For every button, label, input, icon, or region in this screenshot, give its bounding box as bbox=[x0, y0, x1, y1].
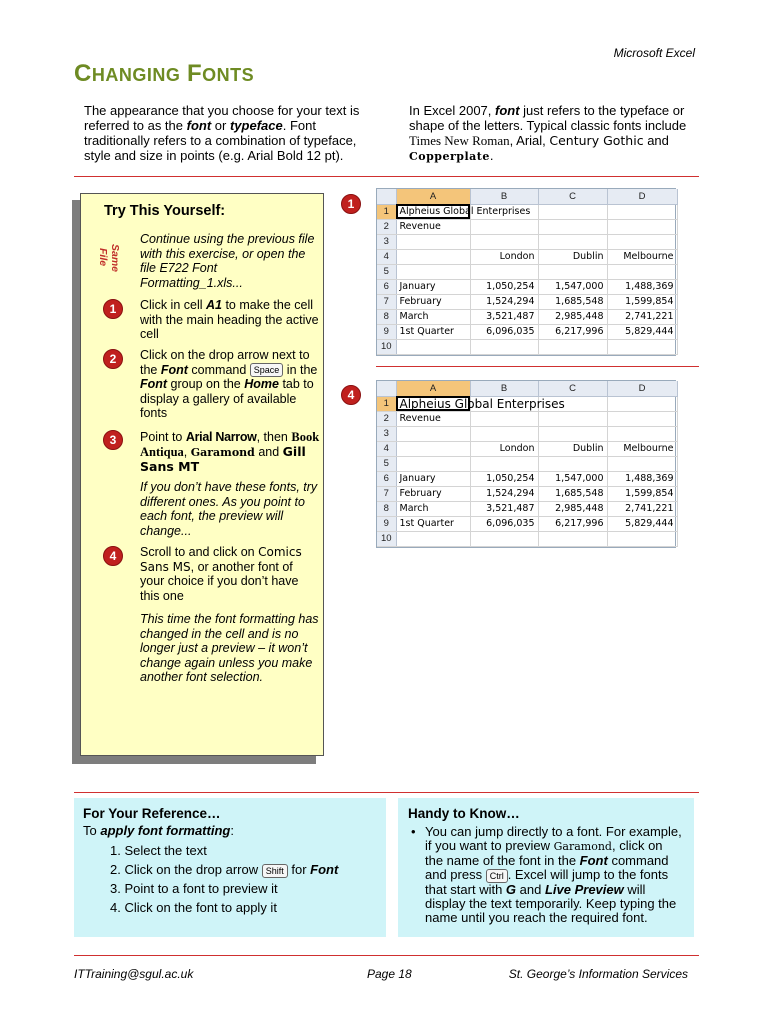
cell-c7[interactable]: 1,685,548 bbox=[538, 294, 607, 309]
spreadsheet-grid bbox=[377, 189, 678, 355]
cell-b2[interactable] bbox=[470, 219, 538, 234]
column-header-c[interactable]: C bbox=[538, 381, 607, 396]
step-3-text: Point to Arial Narrow, then Book Antiqua, Garamond and Gill Sans MT bbox=[140, 430, 320, 474]
cell-d5[interactable] bbox=[607, 456, 677, 471]
cell-d2[interactable] bbox=[607, 219, 677, 234]
reference-steps bbox=[110, 841, 377, 917]
cell-d2[interactable] bbox=[607, 411, 677, 426]
cell-a2[interactable]: Revenue bbox=[396, 219, 470, 234]
cell-a7[interactable]: February bbox=[396, 486, 470, 501]
cell-d3[interactable] bbox=[607, 426, 677, 441]
column-header-b[interactable]: B bbox=[470, 381, 538, 396]
bullet-icon: • bbox=[411, 824, 416, 839]
column-header-d[interactable]: D bbox=[607, 189, 677, 204]
divider bbox=[74, 176, 699, 177]
column-header-a[interactable]: A bbox=[396, 381, 470, 396]
row-header[interactable]: 5 bbox=[377, 264, 396, 279]
spreadsheet-grid bbox=[377, 381, 678, 547]
cell-d3[interactable] bbox=[607, 234, 677, 249]
cell-d10[interactable] bbox=[607, 339, 677, 354]
cell-c3[interactable] bbox=[538, 234, 607, 249]
try-this-yourself-box bbox=[80, 193, 324, 756]
cell-b3[interactable] bbox=[470, 426, 538, 441]
cell-c6[interactable]: 1,547,000 bbox=[538, 471, 607, 486]
cell-a6[interactable]: January bbox=[396, 471, 470, 486]
list-item: 3. Point to a font to preview it bbox=[110, 881, 278, 896]
excel-screenshot-before bbox=[376, 188, 676, 356]
cell-b10[interactable] bbox=[470, 339, 538, 354]
step-2-text: Click on the drop arrow next to the Font command Space in the Font group on the Home tab to display a gallery of available fonts bbox=[140, 348, 318, 421]
table-row bbox=[377, 219, 677, 234]
row-header[interactable]: 3 bbox=[377, 426, 396, 441]
table-row bbox=[377, 396, 677, 411]
app-name: Microsoft Excel bbox=[613, 46, 695, 60]
row-header[interactable]: 3 bbox=[377, 234, 396, 249]
cell-d6[interactable]: 1,488,369 bbox=[607, 471, 677, 486]
cell-a3[interactable] bbox=[396, 234, 470, 249]
footer-page-number: Page 18 bbox=[367, 967, 412, 981]
row-header[interactable]: 1 bbox=[377, 396, 396, 411]
table-row bbox=[377, 516, 677, 531]
footer-organisation: St. George’s Information Services bbox=[508, 967, 688, 981]
for-your-reference-box bbox=[74, 798, 386, 937]
try-intro: Continue using the previous file with this exercise, or open the file E722 Font Formatting_1.xls... bbox=[140, 232, 315, 290]
table-row bbox=[377, 471, 677, 486]
cell-b4[interactable]: London bbox=[470, 441, 538, 456]
cell-a5[interactable] bbox=[396, 456, 470, 471]
row-header[interactable]: 9 bbox=[377, 324, 396, 339]
table-row bbox=[377, 294, 677, 309]
cell-c6[interactable]: 1,547,000 bbox=[538, 279, 607, 294]
step-badge-1: 1 bbox=[103, 299, 123, 319]
cell-b5[interactable] bbox=[470, 264, 538, 279]
callout-badge-1: 1 bbox=[341, 194, 361, 214]
cell-b2[interactable] bbox=[470, 411, 538, 426]
step-1-text: Click in cell A1 to make the cell with the main heading the active cell bbox=[140, 298, 319, 341]
table-row bbox=[377, 339, 677, 354]
table-row bbox=[377, 441, 677, 456]
cell-b9[interactable]: 6,096,035 bbox=[470, 324, 538, 339]
row-header[interactable]: 10 bbox=[377, 531, 396, 546]
row-header[interactable]: 2 bbox=[377, 219, 396, 234]
cell-d5[interactable] bbox=[607, 264, 677, 279]
callout-badge-4: 4 bbox=[341, 385, 361, 405]
divider bbox=[376, 366, 699, 367]
cell-a4[interactable] bbox=[396, 249, 470, 264]
divider bbox=[74, 955, 699, 956]
table-row bbox=[377, 426, 677, 441]
row-header[interactable]: 4 bbox=[377, 441, 396, 456]
cell-b6[interactable]: 1,050,254 bbox=[470, 471, 538, 486]
table-row bbox=[377, 486, 677, 501]
list-item: 2. Click on the drop arrow Shift for Font bbox=[110, 862, 339, 877]
cell-c2[interactable] bbox=[538, 411, 607, 426]
cell-b6[interactable]: 1,050,254 bbox=[470, 279, 538, 294]
select-all-corner[interactable] bbox=[377, 381, 396, 396]
cell-c8[interactable]: 2,985,448 bbox=[538, 501, 607, 516]
cell-c5[interactable] bbox=[538, 456, 607, 471]
table-row bbox=[377, 531, 677, 546]
cell-d6[interactable]: 1,488,369 bbox=[607, 279, 677, 294]
cell-c8[interactable]: 2,985,448 bbox=[538, 309, 607, 324]
cell-b3[interactable] bbox=[470, 234, 538, 249]
ctrl-key-icon: Ctrl bbox=[486, 869, 508, 883]
table-row bbox=[377, 411, 677, 426]
cell-d9[interactable]: 5,829,444 bbox=[607, 324, 677, 339]
reference-subtitle: To apply font formatting: bbox=[83, 823, 234, 838]
cell-d7[interactable]: 1,599,854 bbox=[607, 486, 677, 501]
cell-a10[interactable] bbox=[396, 339, 470, 354]
cell-a10[interactable] bbox=[396, 531, 470, 546]
intro-left-paragraph: The appearance that you choose for your text is referred to as the font or typeface. Font traditionally refers to a combination of typeface, style and size in points (e.g. Arial Bold 12 pt). bbox=[84, 103, 360, 163]
row-header[interactable]: 6 bbox=[377, 471, 396, 486]
table-row bbox=[377, 249, 677, 264]
cell-a1[interactable]: Alpheius Global Enterprises bbox=[396, 396, 470, 411]
column-header-d[interactable]: D bbox=[607, 381, 677, 396]
table-row bbox=[377, 264, 677, 279]
row-header[interactable]: 8 bbox=[377, 501, 396, 516]
try-title: Try This Yourself: bbox=[104, 203, 226, 219]
cell-d9[interactable]: 5,829,444 bbox=[607, 516, 677, 531]
row-header[interactable]: 4 bbox=[377, 249, 396, 264]
cell-c2[interactable] bbox=[538, 219, 607, 234]
row-header[interactable]: 1 bbox=[377, 204, 396, 219]
select-all-corner[interactable] bbox=[377, 189, 396, 204]
step-3-note: If you don’t have these fonts, try different ones. As you point to each font, the preview will change... bbox=[140, 480, 318, 538]
handy-title: Handy to Know… bbox=[408, 806, 520, 821]
cell-b10[interactable] bbox=[470, 531, 538, 546]
column-header-b[interactable]: B bbox=[470, 189, 538, 204]
cell-b9[interactable]: 6,096,035 bbox=[470, 516, 538, 531]
cell-c1[interactable] bbox=[538, 204, 607, 219]
cell-a5[interactable] bbox=[396, 264, 470, 279]
table-row bbox=[377, 501, 677, 516]
cell-b7[interactable]: 1,524,294 bbox=[470, 486, 538, 501]
table-row bbox=[377, 204, 677, 219]
cell-c9[interactable]: 6,217,996 bbox=[538, 516, 607, 531]
cell-b8[interactable]: 3,521,487 bbox=[470, 501, 538, 516]
cell-d4[interactable]: Melbourne bbox=[607, 441, 677, 456]
handy-to-know-box bbox=[398, 798, 694, 937]
cell-c4[interactable]: Dublin bbox=[538, 249, 607, 264]
table-row bbox=[377, 456, 677, 471]
cell-c3[interactable] bbox=[538, 426, 607, 441]
row-header[interactable]: 9 bbox=[377, 516, 396, 531]
cell-a9[interactable]: 1st Quarter bbox=[396, 516, 470, 531]
footer-email: ITTraining@sgul.ac.uk bbox=[74, 967, 194, 981]
cell-a7[interactable]: February bbox=[396, 294, 470, 309]
divider bbox=[74, 792, 699, 793]
list-item: 1. Select the text bbox=[110, 843, 207, 858]
cell-d8[interactable]: 2,741,221 bbox=[607, 309, 677, 324]
cell-a8[interactable]: March bbox=[396, 501, 470, 516]
shift-key-icon: Shift bbox=[262, 864, 288, 878]
row-header[interactable]: 8 bbox=[377, 309, 396, 324]
cell-b8[interactable]: 3,521,487 bbox=[470, 309, 538, 324]
cell-a8[interactable]: March bbox=[396, 309, 470, 324]
step-4-text: Scroll to and click on Comics Sans MS, or another font of your choice if you don’t have this one bbox=[140, 545, 302, 603]
table-row bbox=[377, 234, 677, 249]
cell-b4[interactable]: London bbox=[470, 249, 538, 264]
space-key-icon: Space bbox=[250, 363, 284, 377]
cell-a6[interactable]: January bbox=[396, 279, 470, 294]
cell-a9[interactable]: 1st Quarter bbox=[396, 324, 470, 339]
cell-c4[interactable]: Dublin bbox=[538, 441, 607, 456]
same-file-label: Same File bbox=[97, 244, 121, 273]
column-header-a[interactable]: A bbox=[396, 189, 470, 204]
cell-c10[interactable] bbox=[538, 339, 607, 354]
cell-c7[interactable]: 1,685,548 bbox=[538, 486, 607, 501]
cell-a4[interactable] bbox=[396, 441, 470, 456]
cell-b7[interactable]: 1,524,294 bbox=[470, 294, 538, 309]
cell-c9[interactable]: 6,217,996 bbox=[538, 324, 607, 339]
cell-a1[interactable]: Alpheius Global Enterprises bbox=[396, 204, 470, 219]
row-header[interactable]: 5 bbox=[377, 456, 396, 471]
cell-c10[interactable] bbox=[538, 531, 607, 546]
cell-a2[interactable]: Revenue bbox=[396, 411, 470, 426]
step-badge-4: 4 bbox=[103, 546, 123, 566]
row-header[interactable]: 7 bbox=[377, 294, 396, 309]
cell-a3[interactable] bbox=[396, 426, 470, 441]
column-header-c[interactable]: C bbox=[538, 189, 607, 204]
row-header[interactable]: 10 bbox=[377, 339, 396, 354]
cell-d7[interactable]: 1,599,854 bbox=[607, 294, 677, 309]
cell-c5[interactable] bbox=[538, 264, 607, 279]
cell-d4[interactable]: Melbourne bbox=[607, 249, 677, 264]
cell-d10[interactable] bbox=[607, 531, 677, 546]
reference-title: For Your Reference… bbox=[83, 806, 221, 821]
cell-d8[interactable]: 2,741,221 bbox=[607, 501, 677, 516]
page-title: CHANGING FONTS bbox=[74, 60, 255, 87]
row-header[interactable]: 7 bbox=[377, 486, 396, 501]
intro-right-paragraph: In Excel 2007, font just refers to the typeface or shape of the letters. Typical classic fonts include Times New Roman, Arial, Century Gothic and Copperplate. bbox=[409, 103, 687, 163]
table-row bbox=[377, 324, 677, 339]
list-item: 4. Click on the font to apply it bbox=[110, 900, 277, 915]
row-header[interactable]: 6 bbox=[377, 279, 396, 294]
table-row bbox=[377, 279, 677, 294]
cell-b5[interactable] bbox=[470, 456, 538, 471]
table-row bbox=[377, 309, 677, 324]
excel-screenshot-after bbox=[376, 380, 676, 548]
handy-text: • You can jump directly to a font. For example, if you want to preview Garamond, click on the name of the font in the Font command and press Ctrl . Excel will jump to the fonts that start with G and Live Preview will display the text temporarily. Keep typing the name until you reach the required font. bbox=[411, 824, 682, 925]
cell-d1[interactable] bbox=[607, 396, 677, 411]
step-badge-3: 3 bbox=[103, 430, 123, 450]
step-badge-2: 2 bbox=[103, 349, 123, 369]
row-header[interactable]: 2 bbox=[377, 411, 396, 426]
step-4-note: This time the font formatting has changed in the cell and is no longer just a preview – it won’t change again unless you make another font selection. bbox=[140, 612, 319, 684]
cell-d1[interactable] bbox=[607, 204, 677, 219]
